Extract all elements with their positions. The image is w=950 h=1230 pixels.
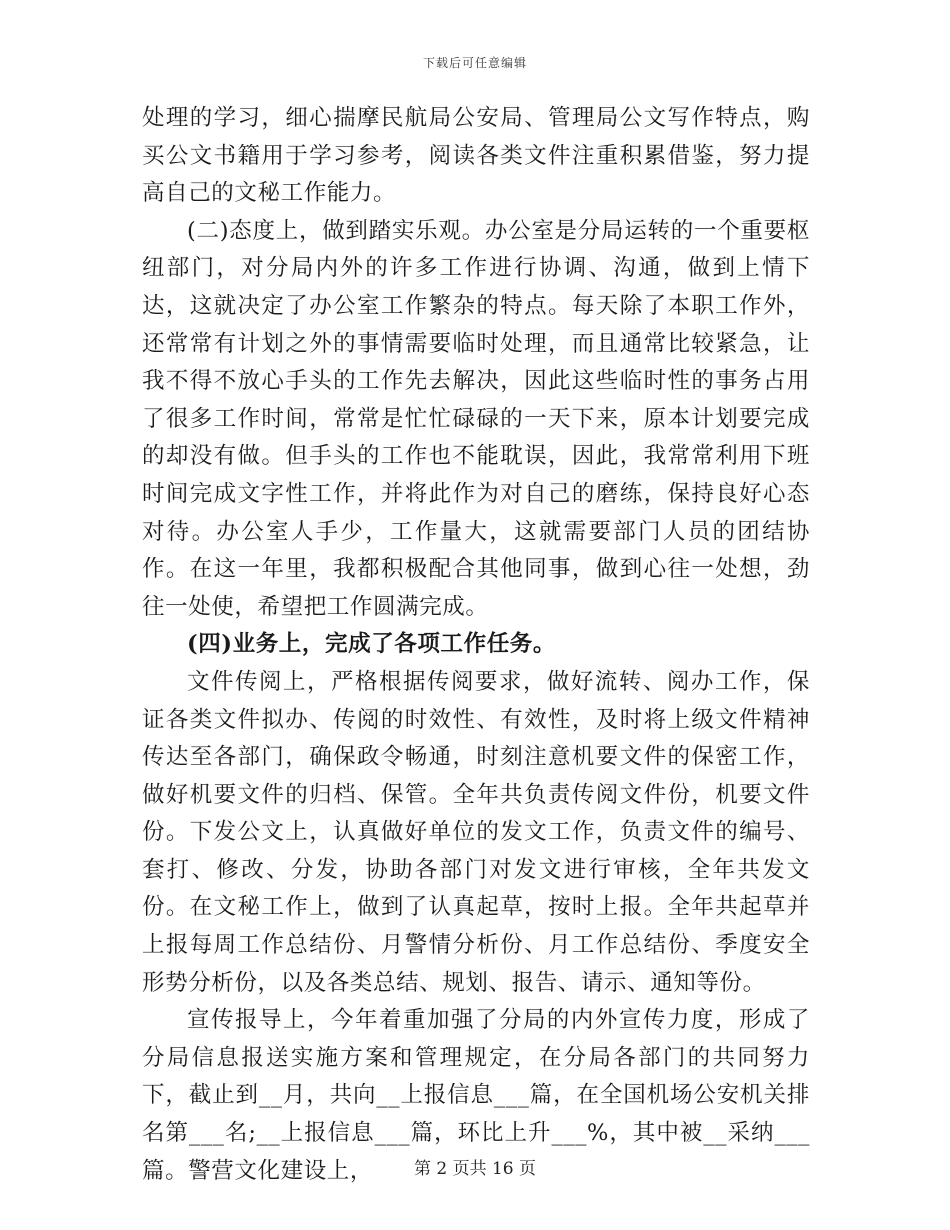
paragraph-4: 宣传报导上，今年着重加强了分局的内外宣传力度，形成了分局信息报送实施方案和管理规定，在分局各部门的共同努力下，截止到__月，共向__上报信息___篇，在全国机场公安机关排名第___名;__上报信息___篇，环比上升___%，其中被__采纳___篇。警营文化建设上， [142, 1007, 810, 1184]
section-heading: (四)业务上，完成了各项工作任务。 [187, 631, 556, 658]
page-footer: 第 2 页共 16 页 [413, 1159, 537, 1179]
paragraph-3: 文件传阅上，严格根据传阅要求，做好流转、阅办工作，保证各类文件拟办、传阅的时效性、有效性，及时将上级文件精神传达至各部门，确保政令畅通，时刻注意机要文件的保密工作，做好机要文件的归档、保管。全年共负责传阅文件份，机要文件份。下发公文上，认真做好单位的发文工作，负责文件的编号、套打、修改、分发，协助各部门对发文进行审核，全年共发文份。在文秘工作上，做到了认真起草，按时上报。全年共起草并上报每周工作总结份、月警情分析份、月工作总结份、季度安全形势分析份，以及各类总结、规划、报告、请示、通知等份。 [142, 668, 810, 996]
paragraph-1: 处理的学习，细心揣摩民航局公安局、管理局公文写作特点，购买公文书籍用于学习参考，阅读各类文件注重积累借鉴，努力提高自己的文秘工作能力。 [142, 105, 810, 207]
page-header: 下载后可任意编辑 [422, 56, 527, 70]
document-body [142, 100, 810, 1190]
paragraph-2: (二)态度上，做到踏实乐观。办公室是分局运转的一个重要枢纽部门，对分局内外的许多工作进行协调、沟通，做到上情下达，这就决定了办公室工作繁杂的特点。每天除了本职工作外，还常常有计划之外的事情需要临时处理，而且通常比较紧急，让我不得不放心手头的工作先去解决，因此这些临时性的事务占用了很多工作时间，常常是忙忙碌碌的一天下来，原本计划要完成的却没有做。但手头的工作也不能耽误，因此，我常常利用下班时间完成文字性工作，并将此作为对自己的磨练，保持良好心态对待。办公室人手少，工作量大，这就需要部门人员的团结协作。在这一年里，我都积极配合其他同事，做到心往一处想，劲往一处使，希望把工作圆满完成。 [142, 217, 810, 620]
